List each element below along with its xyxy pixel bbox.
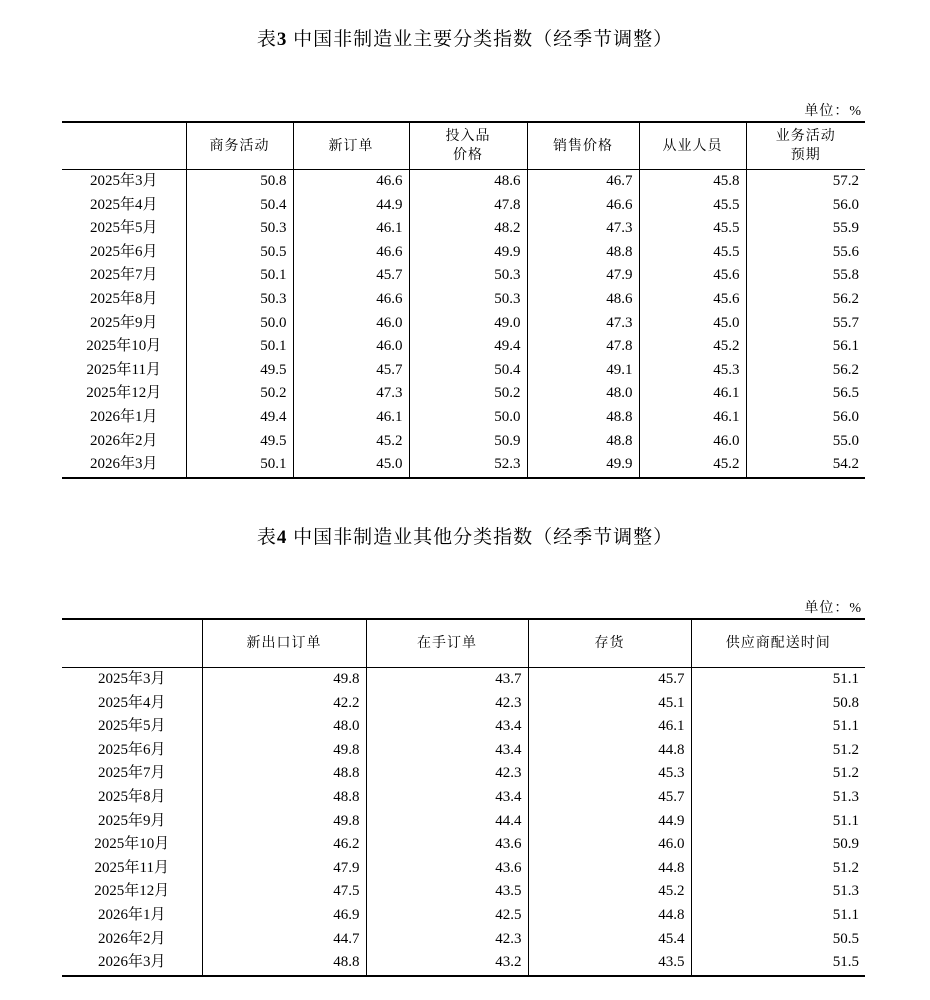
table3-month-cell: 2025年8月 (89, 290, 158, 307)
table3-value-cell: 48.6 (409, 170, 527, 194)
table4-value-cell: 48.0 (202, 715, 366, 739)
table4-row (62, 786, 865, 810)
table3-value-cell: 48.8 (527, 406, 639, 430)
table3-value-cell: 50.9 (409, 430, 527, 454)
table3-value-cell: 45.5 (639, 241, 746, 265)
table3-header-employment: 从业人员 (639, 122, 746, 170)
table3-row (62, 430, 865, 454)
table3-value-cell: 48.8 (527, 241, 639, 265)
table3-value-cell: 50.1 (186, 264, 293, 288)
table4-month-cell: 2025年9月 (97, 812, 166, 829)
table3-month-cell: 2026年2月 (89, 432, 158, 449)
table3-header-business-activity: 商务活动 (186, 122, 293, 170)
table3-value-cell: 50.5 (186, 241, 293, 265)
table4-row (62, 810, 865, 834)
table4-row (62, 762, 865, 786)
table3-value-cell: 50.4 (409, 359, 527, 383)
table4-value-cell: 51.3 (691, 880, 865, 904)
table4-value-cell: 49.8 (202, 810, 366, 834)
table4-value-cell: 50.5 (691, 928, 865, 952)
table4-value-cell: 45.2 (528, 880, 691, 904)
table4-value-cell: 51.1 (691, 810, 865, 834)
table3-value-cell: 52.3 (409, 453, 527, 478)
table3-value-cell: 54.2 (746, 453, 865, 478)
table3-row (62, 359, 865, 383)
table4-row (62, 928, 865, 952)
table3-value-cell: 50.1 (186, 453, 293, 478)
table3-value-cell: 50.2 (409, 382, 527, 406)
table4-value-cell: 42.5 (366, 904, 528, 928)
table4-value-cell: 45.4 (528, 928, 691, 952)
table4-value-cell: 43.4 (366, 786, 528, 810)
table3-value-cell: 46.0 (639, 430, 746, 454)
table4-row (62, 857, 865, 881)
table4-value-cell: 43.4 (366, 739, 528, 763)
table3-value-cell: 48.8 (527, 430, 639, 454)
table4-value-cell: 44.8 (528, 739, 691, 763)
table3-value-cell: 56.2 (746, 359, 865, 383)
table3-row (62, 194, 865, 218)
table4-value-cell: 51.2 (691, 762, 865, 786)
table3-value-cell: 55.7 (746, 312, 865, 336)
table3-title-prefix: 表 (256, 29, 277, 50)
table4-month-cell: 2025年12月 (94, 883, 170, 900)
table4-header-new-export-orders: 新出口订单 (202, 619, 366, 668)
table4-value-cell: 46.1 (528, 715, 691, 739)
table4-month-cell: 2025年5月 (97, 718, 166, 735)
table4-value-cell: 43.7 (366, 668, 528, 692)
table4-value-cell: 42.3 (366, 692, 528, 716)
table3-title (0, 24, 930, 51)
table4-value-cell: 45.7 (528, 786, 691, 810)
table3-row (62, 382, 865, 406)
table3-value-cell: 45.3 (639, 359, 746, 383)
table4-value-cell: 43.5 (366, 880, 528, 904)
table4-month-cell: 2025年8月 (97, 788, 166, 805)
table3-value-cell: 56.2 (746, 288, 865, 312)
table4-value-cell: 49.8 (202, 668, 366, 692)
table3-value-cell: 48.0 (527, 382, 639, 406)
table3-value-cell: 45.0 (293, 453, 409, 478)
table3-value-cell: 46.6 (293, 170, 409, 194)
table3-value-cell: 57.2 (746, 170, 865, 194)
table4-month-cell: 2025年10月 (94, 836, 170, 853)
table4-value-cell: 48.8 (202, 951, 366, 976)
table3-value-cell: 55.6 (746, 241, 865, 265)
table3-value-cell: 55.8 (746, 264, 865, 288)
table3-value-cell: 46.0 (293, 312, 409, 336)
table3-value-cell: 45.0 (639, 312, 746, 336)
table4-value-cell: 42.3 (366, 928, 528, 952)
table4-row (62, 739, 865, 763)
table3-row (62, 312, 865, 336)
table3-value-cell: 49.4 (186, 406, 293, 430)
table4-value-cell: 46.9 (202, 904, 366, 928)
table3-value-cell: 47.3 (293, 382, 409, 406)
table3-header-new-orders: 新订单 (293, 122, 409, 170)
table3-month-cell: 2025年12月 (86, 385, 162, 402)
table4-value-cell: 49.8 (202, 739, 366, 763)
table4-month-cell: 2026年1月 (97, 906, 166, 923)
table3-value-cell: 45.2 (639, 453, 746, 478)
table4-value-cell: 51.3 (691, 786, 865, 810)
table4-value-cell: 43.6 (366, 833, 528, 857)
table3-value-cell: 46.1 (293, 406, 409, 430)
table3-value-cell: 50.0 (186, 312, 293, 336)
table4-value-cell: 44.4 (366, 810, 528, 834)
table3-month-cell: 2025年9月 (89, 314, 158, 331)
table3-value-cell: 50.4 (186, 194, 293, 218)
table3-row (62, 241, 865, 265)
table3-value-cell: 48.6 (527, 288, 639, 312)
table3-row (62, 406, 865, 430)
table4-month-cell: 2025年3月 (97, 671, 166, 687)
table3-month-cell: 2025年5月 (89, 220, 158, 237)
table4-row (62, 668, 865, 692)
table3-value-cell: 46.1 (293, 217, 409, 241)
table3-value-cell: 50.3 (186, 288, 293, 312)
table3-month-cell: 2025年3月 (89, 173, 158, 189)
table4-title-prefix: 表 (256, 527, 277, 548)
table4-header-backlog-orders: 在手订单 (366, 619, 528, 668)
table3-unit-label: 单位：% (804, 104, 862, 119)
table3-value-cell: 56.0 (746, 406, 865, 430)
table3-value-cell: 45.6 (639, 288, 746, 312)
table3-value-cell: 45.2 (639, 335, 746, 359)
table3-row (62, 170, 865, 194)
table3-row (62, 217, 865, 241)
table4-value-cell: 51.1 (691, 904, 865, 928)
table4-value-cell: 44.9 (528, 810, 691, 834)
table4-value-cell: 47.5 (202, 880, 366, 904)
table3-month-cell: 2026年1月 (89, 408, 158, 425)
table3-header-month (62, 122, 186, 170)
table3-value-cell: 46.1 (639, 406, 746, 430)
table3-value-cell: 45.7 (293, 359, 409, 383)
table3-value-cell: 49.0 (409, 312, 527, 336)
table4-value-cell: 51.1 (691, 668, 865, 692)
table4-header-month (62, 619, 202, 668)
table3-month-cell: 2025年10月 (86, 338, 162, 355)
table3-header-row (62, 122, 865, 170)
table4-unit-label: 单位：% (804, 601, 862, 616)
table3-row (62, 453, 865, 478)
table3-value-cell: 47.8 (409, 194, 527, 218)
table4-header-supplier-delivery-time: 供应商配送时间 (691, 619, 865, 668)
table3-month-cell: 2026年3月 (62, 453, 186, 478)
table3-value-cell: 46.6 (527, 194, 639, 218)
table3-value-cell: 56.5 (746, 382, 865, 406)
table4-value-cell: 47.9 (202, 857, 366, 881)
table4-value-cell: 48.8 (202, 786, 366, 810)
table4-value-cell: 42.3 (366, 762, 528, 786)
table3-value-cell: 55.0 (746, 430, 865, 454)
table3-value-cell: 46.6 (293, 288, 409, 312)
table4-value-cell: 45.7 (528, 668, 691, 692)
table3-value-cell: 49.5 (186, 359, 293, 383)
table4-value-cell: 42.2 (202, 692, 366, 716)
table4-month-cell: 2025年6月 (97, 741, 166, 758)
table4-value-cell: 50.8 (691, 692, 865, 716)
table3-value-cell: 45.7 (293, 264, 409, 288)
table3-month-cell: 2025年6月 (89, 243, 158, 260)
table4-value-cell: 45.1 (528, 692, 691, 716)
table4-row (62, 880, 865, 904)
table3-month-cell: 2025年4月 (89, 196, 158, 213)
table3-row (62, 264, 865, 288)
table4-month-cell: 2025年7月 (97, 765, 166, 782)
table3-value-cell: 50.3 (409, 264, 527, 288)
table3-header-business-expectations: 业务活动 预期 (746, 122, 865, 170)
table3-value-cell: 45.6 (639, 264, 746, 288)
table4-header-row (62, 619, 865, 668)
table4-month-cell: 2025年4月 (97, 694, 166, 711)
table4-value-cell: 51.2 (691, 857, 865, 881)
table3-value-cell: 56.1 (746, 335, 865, 359)
table3-value-cell: 46.0 (293, 335, 409, 359)
table3-value-cell: 46.1 (639, 382, 746, 406)
table3-value-cell: 49.9 (409, 241, 527, 265)
table3-value-cell: 47.9 (527, 264, 639, 288)
table3-value-cell: 50.1 (186, 335, 293, 359)
table4-value-cell: 48.8 (202, 762, 366, 786)
table4-value-cell: 50.9 (691, 833, 865, 857)
table4-title-number: 4 (276, 527, 288, 548)
table4-value-cell: 46.0 (528, 833, 691, 857)
table4-value-cell: 43.6 (366, 857, 528, 881)
table3-value-cell: 56.0 (746, 194, 865, 218)
table3-title-text: 中国非制造业主要分类指数（经季节调整） (287, 29, 674, 50)
table3-value-cell: 47.3 (527, 217, 639, 241)
table4-value-cell: 44.8 (528, 857, 691, 881)
table3-value-cell: 45.8 (639, 170, 746, 194)
table3-value-cell: 47.8 (527, 335, 639, 359)
table4 (62, 618, 865, 977)
table3-value-cell: 45.2 (293, 430, 409, 454)
table3-value-cell: 46.7 (527, 170, 639, 194)
table4-value-cell: 44.7 (202, 928, 366, 952)
table4-row (62, 833, 865, 857)
table4-title (0, 522, 930, 549)
table4-row (62, 951, 865, 976)
table3-month-cell: 2025年11月 (86, 361, 161, 378)
table4-value-cell: 51.1 (691, 715, 865, 739)
table4-title-text: 中国非制造业其他分类指数（经季节调整） (287, 527, 674, 548)
table3 (62, 121, 865, 479)
table3-value-cell: 46.6 (293, 241, 409, 265)
table3-value-cell: 49.1 (527, 359, 639, 383)
table3-row (62, 335, 865, 359)
table3-value-cell: 45.5 (639, 217, 746, 241)
table4-value-cell: 43.5 (528, 951, 691, 976)
table3-header-input-prices: 投入品 价格 (409, 122, 527, 170)
table3-value-cell: 45.5 (639, 194, 746, 218)
table4-value-cell: 45.3 (528, 762, 691, 786)
table3-value-cell: 50.2 (186, 382, 293, 406)
table3-value-cell: 47.3 (527, 312, 639, 336)
table3-value-cell: 50.3 (186, 217, 293, 241)
table4-month-cell: 2025年11月 (94, 859, 169, 876)
table3-value-cell: 44.9 (293, 194, 409, 218)
table4-header-inventory: 存货 (528, 619, 691, 668)
table3-value-cell: 55.9 (746, 217, 865, 241)
table4-value-cell: 44.8 (528, 904, 691, 928)
table3-row (62, 288, 865, 312)
table4-month-cell: 2026年3月 (62, 951, 202, 976)
table4-month-cell: 2026年2月 (97, 930, 166, 947)
table4-value-cell: 43.2 (366, 951, 528, 976)
table3-value-cell: 48.2 (409, 217, 527, 241)
table3-value-cell: 49.4 (409, 335, 527, 359)
table3-value-cell: 50.8 (186, 170, 293, 194)
table3-title-number: 3 (276, 29, 288, 50)
table3-value-cell: 50.0 (409, 406, 527, 430)
table4-row (62, 715, 865, 739)
table3-header-sales-prices: 销售价格 (527, 122, 639, 170)
table4-value-cell: 51.2 (691, 739, 865, 763)
table4-value-cell: 43.4 (366, 715, 528, 739)
table4-row (62, 692, 865, 716)
table3-value-cell: 49.5 (186, 430, 293, 454)
table4-row (62, 904, 865, 928)
table4-value-cell: 46.2 (202, 833, 366, 857)
table4-value-cell: 51.5 (691, 951, 865, 976)
table3-month-cell: 2025年7月 (89, 267, 158, 284)
table3-value-cell: 50.3 (409, 288, 527, 312)
table3-value-cell: 49.9 (527, 453, 639, 478)
